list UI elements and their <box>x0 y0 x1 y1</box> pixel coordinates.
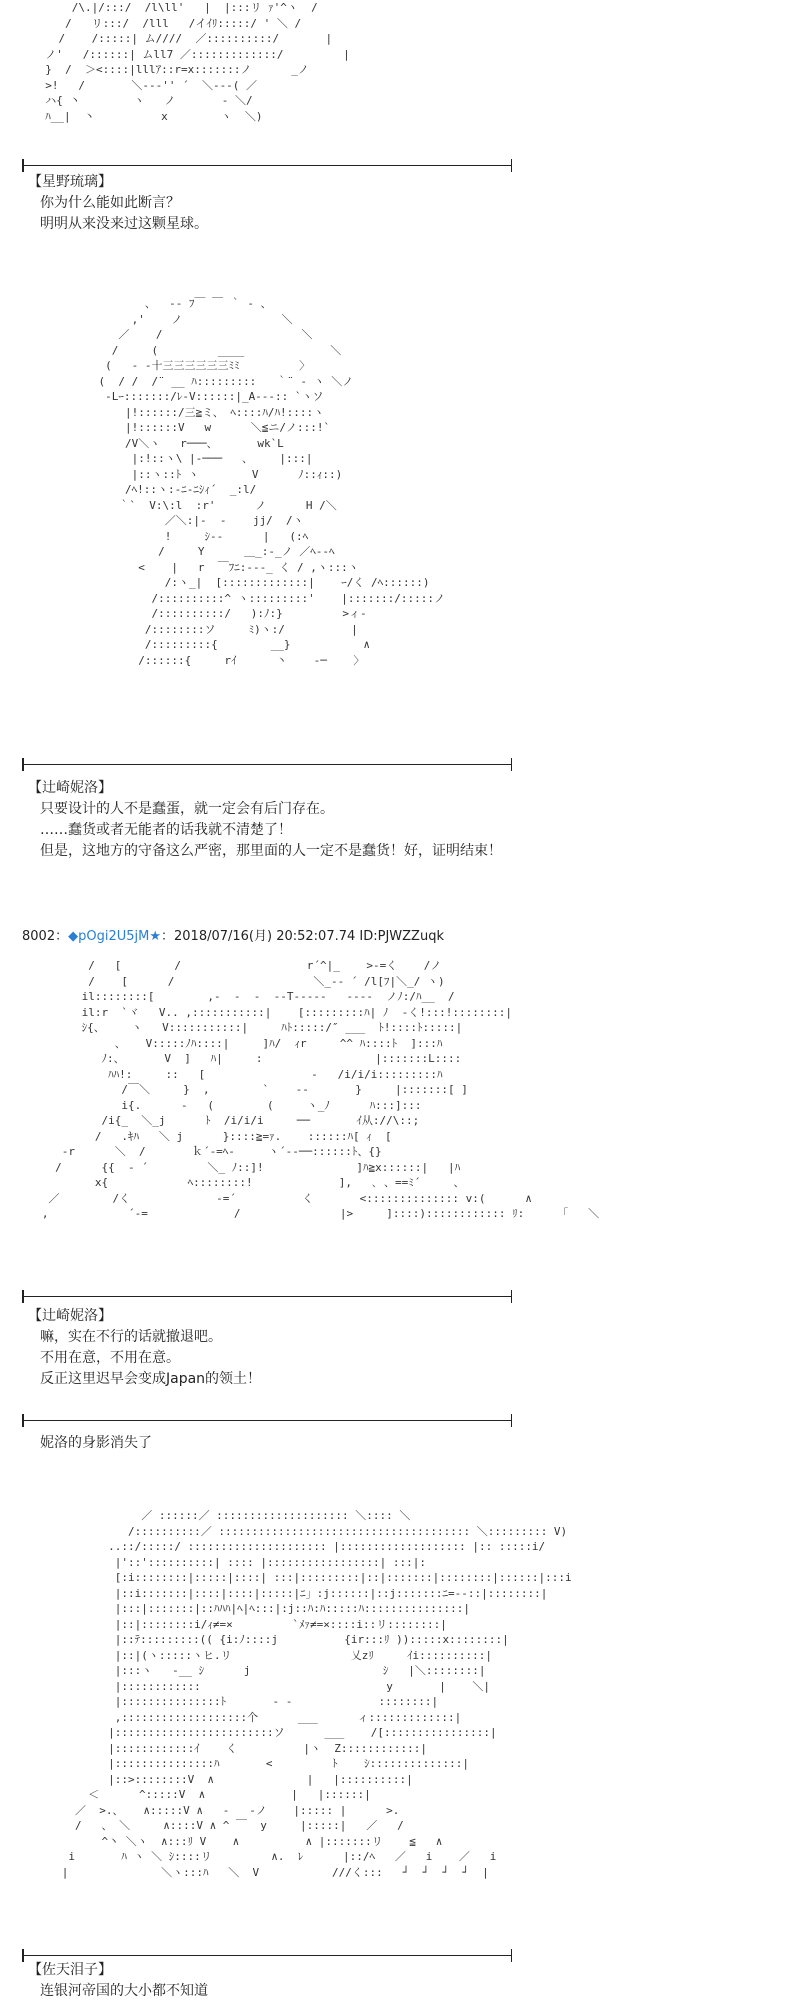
ascii-art-2: 、 -- ﾌ￣ ￣ ｀ - 、 ,' ノ ＼ ／ / ＼ / ( ____ ＼ ( - ‐十三三三三三三ﾐﾐ 〉 ( / / /¨ __ ﾊ::::::::: ｀¨ - ヽ ＼ノ ‐Lｰ:::::::/ﾚ‐V::::::|_A‐--:: `ヽソ |!::::::/三≧ミ、 ﾍ::::ﾊ/ﾊ!::::ヽ |!::::::V w ＼≦ニ/ノ:::!` /V＼ヽ r───、 wk`L |:!::ヽ\ |‐─── 、 |:::| |::ヽ::ﾄ ヽ V ﾉ::ｨ::) /ﾍ!::ヽ:-ﾆ‐ﾆｼｨ´ _:l/ ｀` V:\:l :r' ノ H /＼ ／＼:|- ‐ jj/ /ヽ ! ｼ‐‐ | (:ﾍ / Y ＿_:-_ノ ／ﾍ--ﾍ < | r ￣ﾌﾆ:‐--_ く / ,ヽ:::ヽ /:ヽ_| [:::::::::::::| ｰ/く /ﾍ::::::) /::::::::::^ ヽ:::::::::' |:::::::/:::::ノ /::::::::::/ ):ﾉ:} >ィ‐ /::::::::ソ ﾐ)ヽ:/ | /:::::::::{ __} ∧ /::::::{ rｲ 丶 ‐─ 〉 <box>98 297 445 667</box>
ascii-art-4: ／ ::::::／ :::::::::::::::::::: ＼:::: ＼ /::::::::::／ :::::::::::::::::::::::::::::::::::::: ＼::::::::: V) ..::/:::::/ ::::::::::::::::::::: |::::::::::::::::::: |:: :::::i/ |'::'::::::::::| :::: |:::::::::::::::::| :::|: [:i::::::::|:::::|::::| :::|:::::::::|::|:::::::|::::::::|::::::|:::i |::i:::::::|::::|::::|:::::|ﾆ」:j::::::|::j:::::::ﾆ=‐‐::|::::::::| |:::|:::::::|::ﾊﾊﾊ|ﾍ|ﾍ:::|:j::ﾊ:ﾊ:::::ﾊ:::::::::::::::| |::|::::::::i/ｨ≠=× `ﾒｧ≠=×::::i::リ::::::::| |::ﾃ:::::::::(( {i:ﾉ::::j {ir:::ﾘ )):::::x::::::::| |::|(ヽ:::::ヽヒ.リ 乂zﾘ ｲi::::::::::| |:::ヽ ‐__ ｼ j ｼ |＼::::::::| |:::::::::::: y | ＼| |:::::::::::::::ﾄ ‐ ‐ ::::::::| ,:::::::::::::::::::个 ___ ィ:::::::::::::| |::::::::::::::::::::::::ソ ___ /[::::::::::::::::| |::::::::::::ｲ く |ヽ Z::::::::::::| |:::::::::::::::ﾊ < ﾄ ｼ::::::::::::::| |::>::::::::V ∧ | |::::::::::| ＜ ^:::::V ∧ | |::::::| ／ >.、 ∧:::::V ∧ ‐ ‐ノ |::::: | >. / 、 ＼ ∧::::V ∧ ^ ￣ y |:::::| ／ / ^丶 ＼ヽ ∧:::ﾘ V ∧ ∧ |:::::::リ ≦ ∧ i ﾊ ヽ ＼ ｼ::::リ ∧. ﾚ |::/ﾍ ／ i ／ i | ＼ヽ:::ﾊ ＼ V ///く::: ┘ ┘ ┘ ┘ | <box>61 1509 572 1879</box>
dialogue-line: ……蠢货或者无能者的话我就不清楚了！ <box>40 822 292 838</box>
dialogue-line: 你为什么能如此断言？ <box>40 195 180 211</box>
ascii-art-1: /\.|/:::/ /l\ll' | |:::リ ｧ'^ヽ / / リ:::/ /lll /イｲﾘ:::::/ ' ＼ / / /:::::| ム//// ／::::::::::/ | ノ' /::::::| ムll7 ／:::::::::::::/ | } / ＞<::::|lllｱ::r=x:::::::ノ _ノ >! / ＼--‐'' ´ ＼-‐-( ／ ハ{ 丶 ヽ ノ - ＼/ ﾊ__| 丶 x ヽ ＼) <box>45 1 350 123</box>
separator-4 <box>22 1420 512 1421</box>
separator-1 <box>22 165 512 166</box>
ascii-art-3: / [ / r´^|_ >-=く /ノ / [ / ＼_-- ´ /l[ﾌ|＼_/ ヽ) il::::::::[ ,- - ‐ ‐‐T‐‐‐‐‐ ‐‐‐‐ ノﾉ:/ﾊ__ / il:r `ヾ V.. ,:::::::::::| [:::::::::ﾊ| ﾉ ‐く!:::!::::::::| ｼ{、 ヽ V:::::::::::| ﾊﾄ:::::/″ ___ ﾄ!::::ﾄ:::::| 、 V:::::ﾉﾊ::::| ]ﾊ/ ｨr ^^ ﾊ::::ﾄ ]:::ﾊ ﾉ:、 V ] ﾊ| : |:::::::L:::: ﾊﾊ!: :: [ - /i/i/i:::::::::ﾊ /￣＼ } , ` ‐‐ } |:::::::[ ] i{. ‐ ( ( ヽ_ﾉ ﾊ:::]::: /i{_ ＼_j ﾄ /i/i/i ── ｲ从://\::; / .ｷﾊ ＼ j }::::≧=ｧ. ::::::ﾊ[ ｨ [ ‐r ＼ / ｋ´‐=ﾍ‐ ヽ´‐‐──::::::ﾄ、{} / {{ ‐ ´ ＼_ ﾉ::]! ]ﾊ≧x::::::| |ﾊ x{ ﾍ::::::::! ], ､ 、==ﾐ´ 、 ／ /く ‐=´ く <:::::::::::::: v:( ∧ , ´‐= / |> ]::::):::::::::::: ﾘ: 「 ＼ <box>41 959 600 1220</box>
separator-5 <box>22 1955 512 1956</box>
narration-block <box>28 1433 152 1454</box>
dialogue-line: 不用在意，不用在意。 <box>40 1350 180 1366</box>
speaker-name: 【佐天泪子】 <box>28 1962 112 1978</box>
dialogue-block-1 <box>28 172 208 235</box>
dialogue-line: 连银河帝国的大小都不知道 <box>40 1983 208 1999</box>
post-header <box>22 925 444 944</box>
post-number-separator: ： <box>55 929 69 944</box>
dialogue-line: 反正这里迟早会变成Japan的领土！ <box>40 1371 262 1387</box>
speaker-name: 【星野琉璃】 <box>28 174 112 190</box>
dialogue-block-3 <box>28 1306 261 1390</box>
speaker-name: 【辻崎妮洛】 <box>28 1308 112 1324</box>
dialogue-line: 只要设计的人不是蠢蛋，就一定会有后门存在。 <box>40 801 334 817</box>
dialogue-line: 明明从来没来过这颗星球。 <box>40 216 208 232</box>
speaker-name: 【辻崎妮洛】 <box>28 780 112 796</box>
dialogue-block-4 <box>28 1960 208 2002</box>
dialogue-block-2 <box>28 778 502 862</box>
separator-2 <box>22 764 512 765</box>
dialogue-line: 嘛，实在不行的话就撤退吧。 <box>40 1329 222 1345</box>
star-icon: ★ <box>149 929 161 944</box>
post-date-id: ：2018/07/16(月) 20:52:07.74 ID:PJWZZuqk <box>161 929 444 944</box>
separator-3 <box>22 1296 512 1297</box>
dialogue-line: 但是，这地方的守备这么严密，那里面的人一定不是蠢货！好，证明结束！ <box>40 843 502 859</box>
poster-trip-link[interactable]: ◆pOgi2U5jM <box>68 929 150 944</box>
narration-line: 妮洛的身影消失了 <box>40 1435 152 1451</box>
post-number: 8002 <box>22 929 56 944</box>
